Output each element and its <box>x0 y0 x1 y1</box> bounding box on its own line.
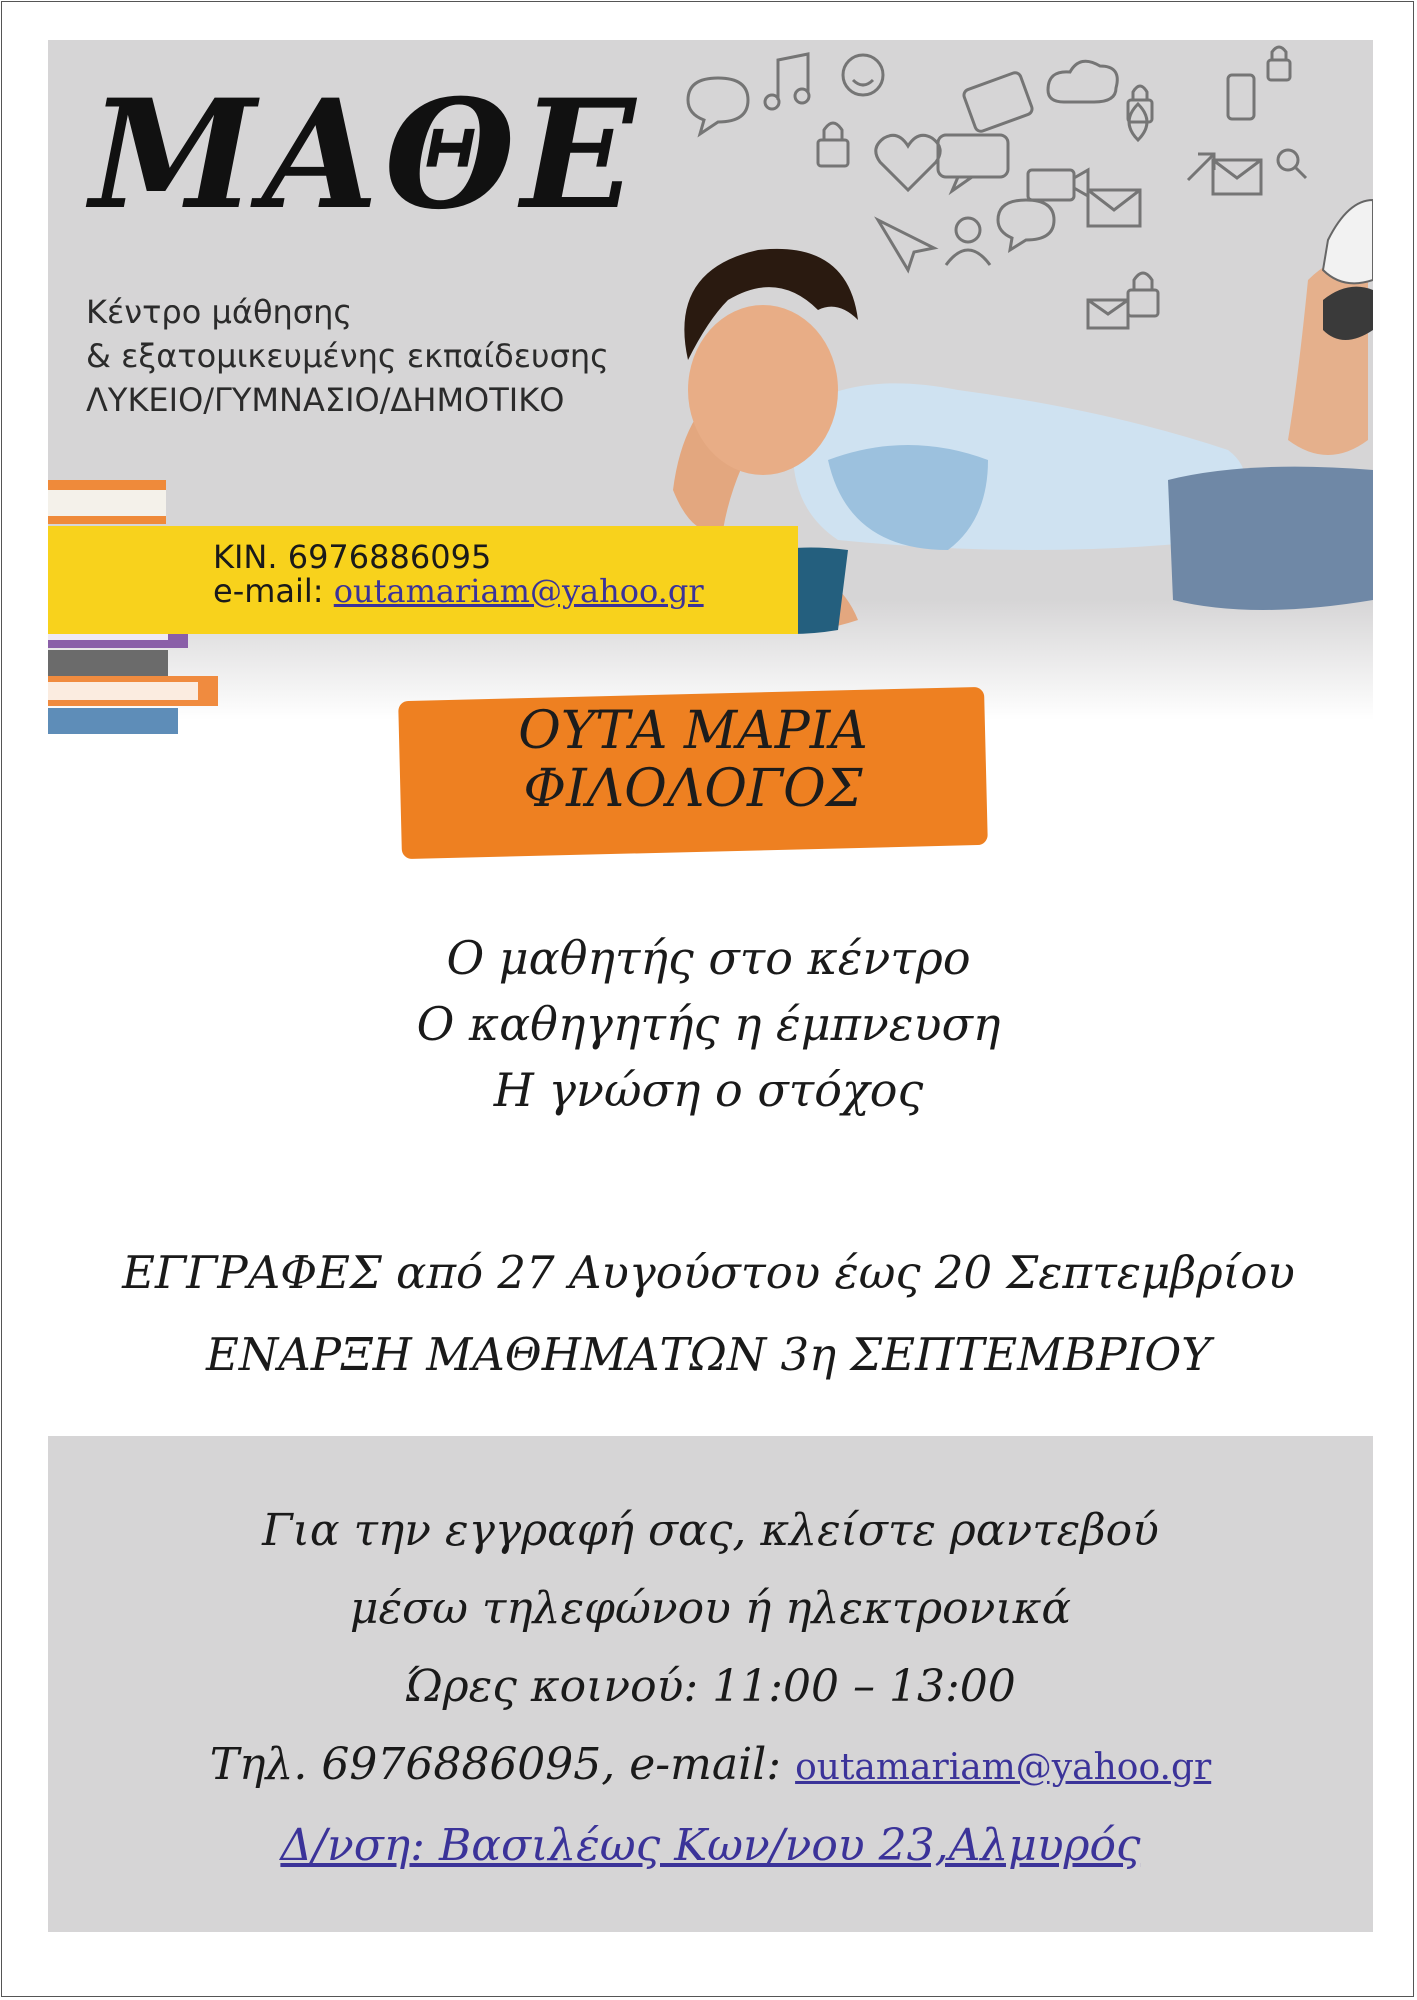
heart-icon <box>876 135 940 190</box>
lock-icon <box>818 123 848 166</box>
contact-info <box>213 540 704 608</box>
arrow-icon <box>1188 154 1214 180</box>
footer-email-link[interactable]: outamariam@yahoo.gr <box>795 1747 1212 1788</box>
motto-line-1: Ο μαθητής στο κέντρο <box>446 931 971 985</box>
envelope-icon <box>1088 190 1140 226</box>
motto-line-2: Ο καθηγητής η έμπνευση <box>416 997 1001 1051</box>
logo-title: ΜΑΘΕ <box>90 67 642 243</box>
footer-text <box>48 1492 1373 1885</box>
cursor-icon <box>878 220 934 270</box>
speech-bubble-icon <box>688 78 748 134</box>
office-hours: Ώρες κοινού: 11:00 – 13:00 <box>405 1661 1016 1712</box>
mail-icon <box>1213 160 1261 194</box>
tablet-icon <box>962 71 1033 133</box>
contact-line <box>48 1726 1373 1807</box>
lock-icon-4 <box>1128 273 1158 316</box>
phone-icon <box>1228 75 1254 119</box>
teacher-title: ΦΙΛΟΛΟΓΟΣ <box>523 759 863 819</box>
smiley-icon <box>843 55 883 95</box>
email-link[interactable]: outamariam@yahoo.gr <box>333 572 704 610</box>
appointment-line-1: Για την εγγραφή σας, κλείστε ραντεβού <box>262 1505 1159 1556</box>
music-note-icon <box>765 54 809 109</box>
teacher-name: ΟΥΤΑ ΜΑΡΙΑ <box>518 701 868 761</box>
teacher-label <box>400 702 986 818</box>
address-link[interactable]: Δ/νση: Βασιλέως Κων/νου 23,Αλμυρός <box>280 1820 1141 1871</box>
jeans <box>1168 467 1373 610</box>
phone-email-prefix: Τηλ. 6976886095, e-mail: <box>209 1739 782 1790</box>
registration-dates: ΕΓΓΡΑΦΕΣ από 27 Αυγούστου έως 20 Σεπτεμβρίου <box>122 1246 1295 1299</box>
appointment-line-2: μέσω τηλεφώνου ή ηλεκτρονικά <box>349 1583 1072 1634</box>
motto-line-3: Η γνώση ο στόχος <box>493 1063 924 1117</box>
subtitle-line-1: Κέντρο μάθησης <box>86 293 353 331</box>
footer-panel <box>48 1436 1373 1932</box>
email-line <box>213 574 704 608</box>
cloud-icon <box>1048 61 1117 102</box>
dates-announcement <box>0 1232 1417 1396</box>
subtitle-line-2: & εξατομικευμένης εκπαίδευσης <box>86 337 609 375</box>
chat-icon <box>938 135 1008 191</box>
envelope-icon-2 <box>1088 300 1128 328</box>
lock-icon-3 <box>1268 47 1290 80</box>
phone-line: ΚΙΝ. 6976886095 <box>213 538 492 576</box>
shoe <box>1323 200 1373 283</box>
email-label: e-mail: <box>213 572 324 610</box>
chat-bubble-icon <box>998 200 1054 250</box>
subtitle-line-3: ΛΥΚΕΙΟ/ΓΥΜΝΑΣΙΟ/ΔΗΜΟΤΙΚΟ <box>86 381 565 419</box>
user-icon <box>946 218 990 265</box>
motto <box>0 925 1417 1123</box>
face <box>688 305 838 475</box>
center-subtitle <box>86 290 609 422</box>
camera-icon <box>1028 170 1088 200</box>
lessons-start: ΕΝΑΡΞΗ ΜΑΘΗΜΑΤΩΝ 3η ΣΕΠΤΕΜΒΡΙΟΥ <box>206 1328 1211 1381</box>
search-icon <box>1278 150 1306 178</box>
header-banner <box>48 40 1373 720</box>
